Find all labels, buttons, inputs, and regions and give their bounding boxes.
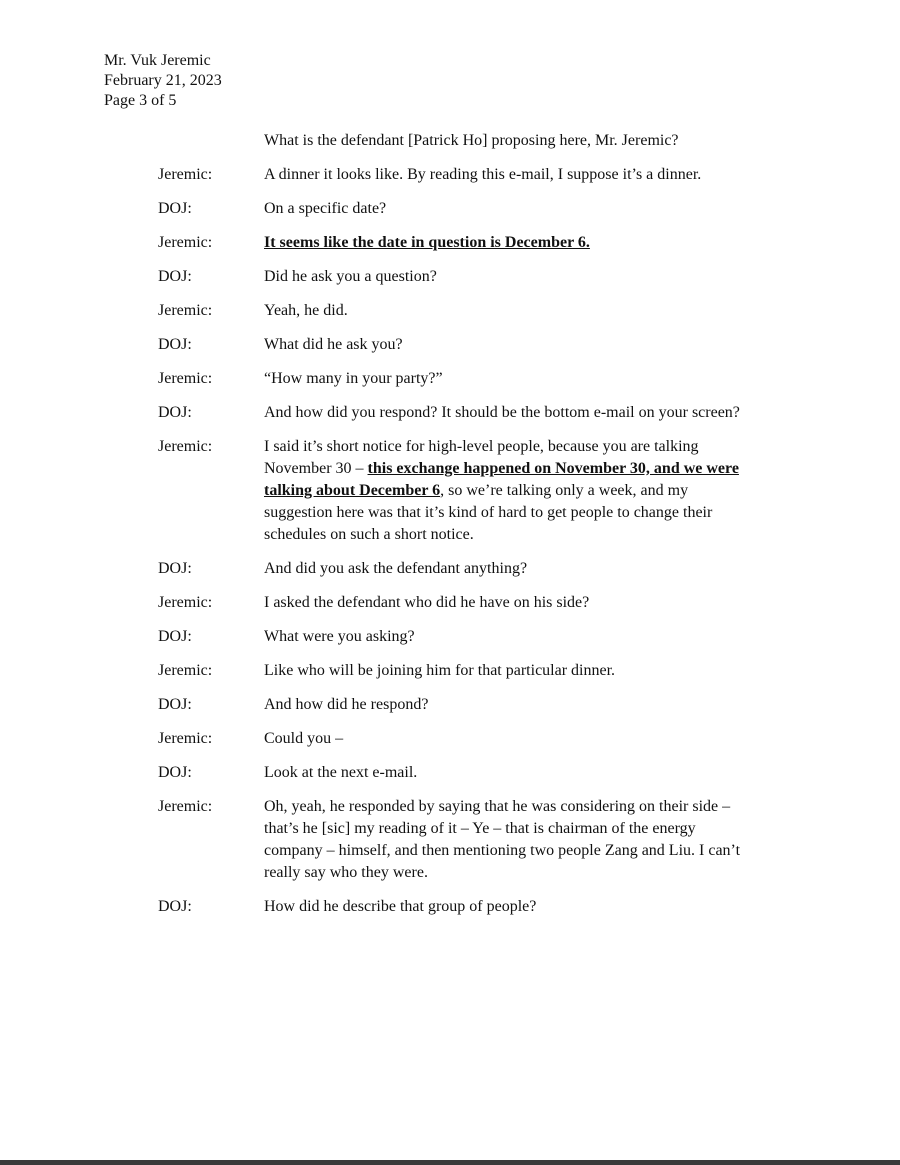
emphasized-text: this exchange happened on November 30, and we were talking about December 6 [264,460,739,499]
transcript-row [0,198,900,220]
speech-text [264,334,744,356]
speech-segment: “How many in your party?” [264,370,443,387]
transcript-row [0,130,900,152]
speech-segment: What did he ask you? [264,336,403,353]
speech-segment: I said it’s short notice for high-level people, because you are talking November 30 – [264,438,699,477]
transcript-row [0,164,900,186]
speech-text [264,626,744,648]
page-bottom-border [0,1160,900,1165]
transcript-row [0,626,900,648]
transcript-row [0,402,900,424]
emphasized-text: It seems like the date in question is December 6. [264,234,590,251]
speech-text [264,402,744,424]
speech-segment: Did he ask you a question? [264,268,437,285]
speech-text [264,592,744,614]
speech-text [264,130,744,152]
speech-text [264,164,744,186]
transcript-row [0,558,900,580]
speech-text [264,728,744,750]
speaker-label: DOJ: [158,696,192,713]
transcript-row [0,592,900,614]
transcript-row [0,728,900,750]
speech-segment: What is the defendant [Patrick Ho] proposing here, Mr. Jeremic? [264,132,679,149]
speaker-label: DOJ: [158,560,192,577]
transcript-row [0,660,900,682]
speaker-label: Jeremic: [158,166,213,183]
speaker-label: Jeremic: [158,730,213,747]
speaker-label: DOJ: [158,898,192,915]
speech-segment: And did you ask the defendant anything? [264,560,528,577]
speech-text [264,694,744,716]
speech-segment: How did he describe that group of people? [264,898,537,915]
speech-segment: Yeah, he did. [264,302,348,319]
transcript-row [0,762,900,784]
speech-text [264,232,744,254]
transcript-row [0,896,900,918]
speaker-label: DOJ: [158,404,192,421]
speech-segment: And how did he respond? [264,696,429,713]
speech-text [264,368,744,390]
transcript-row [0,300,900,322]
speech-segment: Look at the next e-mail. [264,764,418,781]
speaker-label: Jeremic: [158,662,213,679]
speaker-label: Jeremic: [158,438,213,455]
speaker-label: DOJ: [158,764,192,781]
speech-text [264,558,744,580]
speaker-label: Jeremic: [158,234,213,251]
transcript-row [0,232,900,254]
speaker-label: Jeremic: [158,302,213,319]
speech-segment: Could you – [264,730,344,747]
speech-text [264,796,744,884]
speech-segment: I asked the defendant who did he have on his side? [264,594,590,611]
speaker-label: Jeremic: [158,594,213,611]
speech-segment: A dinner it looks like. By reading this e-mail, I suppose it’s a dinner. [264,166,702,183]
speech-segment: What were you asking? [264,628,415,645]
speaker-label: DOJ: [158,336,192,353]
recipient-name: Mr. Vuk Jeremic [104,52,211,69]
transcript-row [0,368,900,390]
speech-segment: On a specific date? [264,200,387,217]
letter-date: February 21, 2023 [104,72,222,89]
speaker-label: DOJ: [158,628,192,645]
speaker-label: Jeremic: [158,798,213,815]
speech-segment: , so we’re talking only a week, and my suggestion here was that it’s kind of hard to get people to change their schedules on such a short notice. [264,482,713,543]
page-number: Page 3 of 5 [104,92,177,109]
speech-text [264,436,744,546]
speech-text [264,896,744,918]
speaker-label: DOJ: [158,200,192,217]
transcript [0,130,900,930]
transcript-row [0,694,900,716]
speech-text [264,266,744,288]
speaker-label: DOJ: [158,268,192,285]
transcript-row [0,266,900,288]
speaker-label: Jeremic: [158,370,213,387]
speech-text [264,198,744,220]
transcript-row [0,334,900,356]
speech-segment: Oh, yeah, he responded by saying that he was considering on their side – that’s he [sic] my reading of it – Ye – that is chairman of the energy company – himself, and then mentioning two people Zang and Liu. I can’t really say who they were. [264,798,741,881]
speech-segment: And how did you respond? It should be the bottom e-mail on your screen? [264,404,740,421]
speech-segment: Like who will be joining him for that particular dinner. [264,662,616,679]
transcript-row [0,436,900,546]
transcript-row [0,796,900,884]
letter-header [104,51,222,111]
speech-text [264,300,744,322]
speech-text [264,660,744,682]
speech-text [264,762,744,784]
